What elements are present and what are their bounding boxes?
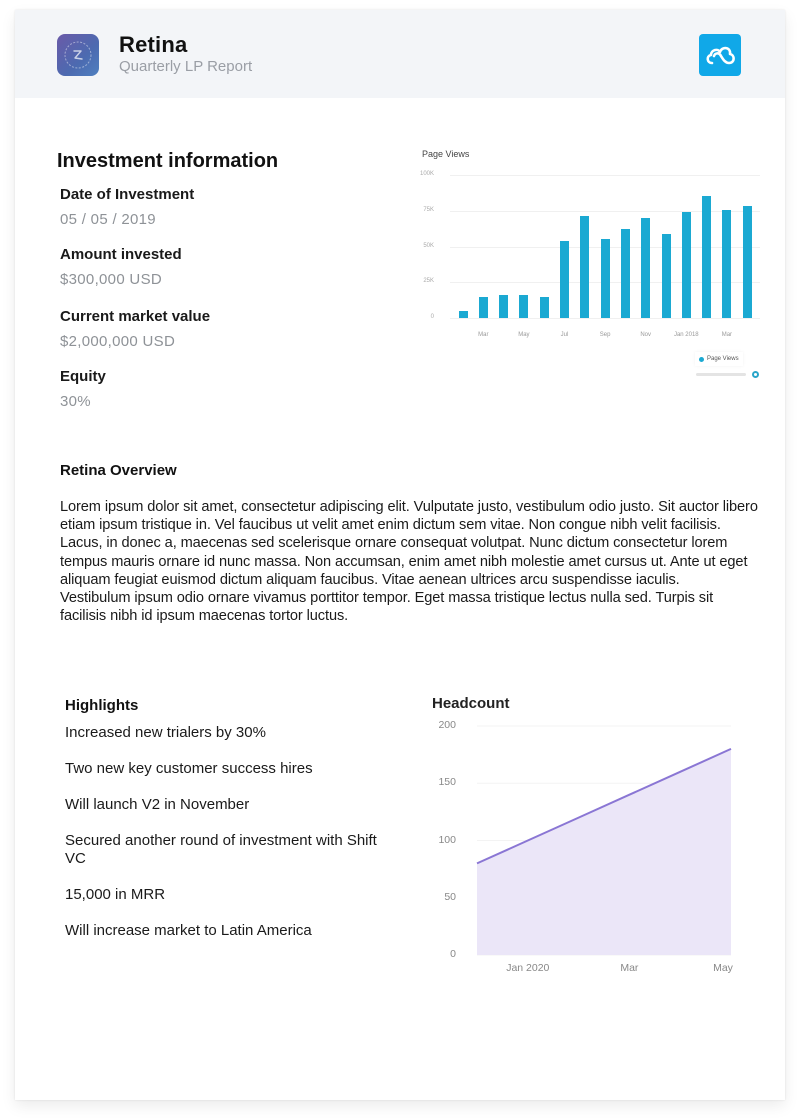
- report-header: [15, 10, 785, 98]
- page-views-legend[interactable]: [695, 352, 743, 366]
- highlight-item: Increased new trialers by 30%: [65, 724, 266, 741]
- y-tick-label: 25K: [423, 278, 434, 285]
- overview-title: Retina Overview: [60, 462, 177, 479]
- bar[interactable]: [662, 234, 671, 318]
- bar[interactable]: [459, 311, 468, 318]
- overview-paragraph: Lorem ipsum dolor sit amet, consectetur adipiscing elit. Vulputate justo, vestibulum odio justo. Sit auctor libero etiam ipsum tristique in. Vel faucibus ut velit amet enim dictum sem vitae. Non congue nibh velit facilisis. Lacus, in donec a, maecenas sed scelerisque ornare consequat volutpat. Nunc dictum consectetur lorem tempus mauris ornare id nunc massa. Non accumsan, enim amet nibh molestie amet cursus ut. Ante ut eget aliquam feugiat euismod dictum aliquam faucibus. Vitae aenean ultrices arcu suspendisse iaculis.: [60, 499, 758, 588]
- y-tick-label: 0: [430, 314, 434, 320]
- amount-invested-value: $300,000 USD: [60, 271, 163, 288]
- legend-label: Page Views: [707, 356, 739, 362]
- bar[interactable]: [479, 297, 488, 318]
- gridline: [450, 211, 760, 212]
- page-views-chart: [410, 147, 760, 387]
- equity-label: Equity: [60, 368, 106, 385]
- headcount-plot: [420, 690, 770, 990]
- highlight-item: Will launch V2 in November: [65, 796, 250, 813]
- bar[interactable]: [641, 218, 650, 318]
- bar[interactable]: [702, 196, 711, 318]
- cloud-button[interactable]: [699, 34, 741, 76]
- x-tick-label: Jan 2018: [673, 332, 699, 338]
- highlight-item: Will increase market to Latin America: [65, 922, 312, 939]
- market-value-label: Current market value: [60, 308, 211, 325]
- y-tick-label: 100: [438, 833, 456, 846]
- y-tick-label: 50K: [423, 242, 434, 249]
- x-tick-label: Sep: [599, 332, 611, 338]
- y-tick-label: 100K: [419, 171, 434, 177]
- amount-invested-label: Amount invested: [60, 246, 182, 263]
- x-tick-label: Mar: [620, 962, 639, 974]
- chart-credit-icon: [752, 371, 759, 378]
- y-tick-label: 50: [444, 890, 456, 903]
- highlights-title: Highlights: [65, 697, 139, 714]
- headcount-chart-title: Headcount: [432, 695, 510, 712]
- equity-value: 30%: [60, 393, 91, 410]
- x-tick-label: Jan 2020: [506, 962, 550, 974]
- x-tick-label: Mar: [478, 332, 489, 338]
- bar[interactable]: [580, 216, 589, 318]
- bar[interactable]: [499, 295, 508, 318]
- date-of-investment-value: 05 / 05 / 2019: [60, 211, 156, 228]
- bar[interactable]: [519, 295, 528, 318]
- bar[interactable]: [601, 239, 610, 318]
- x-tick-label: Mar: [721, 332, 733, 338]
- headcount-chart: [420, 690, 770, 990]
- overview-paragraph: Vestibulum ipsum odio ornare vivamus porttitor tempor. Eget massa tristique lectus nulla sed. Turpis sit facilisis nibh id ipsum maecenas tortor luctus.: [60, 590, 714, 625]
- y-tick-label: 0: [450, 948, 456, 960]
- bar[interactable]: [540, 297, 549, 318]
- chart-credit-text: [696, 373, 746, 376]
- overview-body: [60, 498, 760, 625]
- x-tick-label: May: [518, 332, 530, 338]
- app-title: Retina: [119, 32, 188, 57]
- x-tick-label: Nov: [640, 332, 652, 338]
- bar[interactable]: [560, 241, 569, 318]
- y-tick-label: 200: [438, 719, 456, 731]
- bar[interactable]: [722, 210, 731, 318]
- highlight-item: 15,000 in MRR: [65, 886, 166, 903]
- highlight-item: Two new key customer success hires: [65, 760, 313, 777]
- gridline: [450, 318, 760, 319]
- y-tick-label: 150: [438, 776, 456, 789]
- bar[interactable]: [743, 206, 752, 318]
- cloud-icon: [699, 34, 741, 76]
- bar[interactable]: [682, 212, 691, 318]
- bar[interactable]: [621, 229, 630, 318]
- x-tick-label: Jul: [560, 332, 569, 338]
- gridline: [450, 175, 760, 176]
- date-of-investment-label: Date of Investment: [60, 186, 195, 203]
- y-tick-label: 75K: [423, 206, 434, 213]
- market-value-value: $2,000,000 USD: [60, 333, 176, 350]
- report-page: [15, 10, 785, 1100]
- investment-info-title: Investment information: [57, 150, 279, 172]
- retina-logo-icon: [57, 34, 99, 76]
- page-views-chart-title: Page Views: [422, 149, 470, 159]
- report-subtitle: Quarterly LP Report: [119, 58, 253, 75]
- legend-dot-icon: [699, 357, 704, 362]
- highlight-item: Secured another round of investment with Shift VC: [65, 832, 377, 867]
- x-tick-label: May: [713, 962, 733, 974]
